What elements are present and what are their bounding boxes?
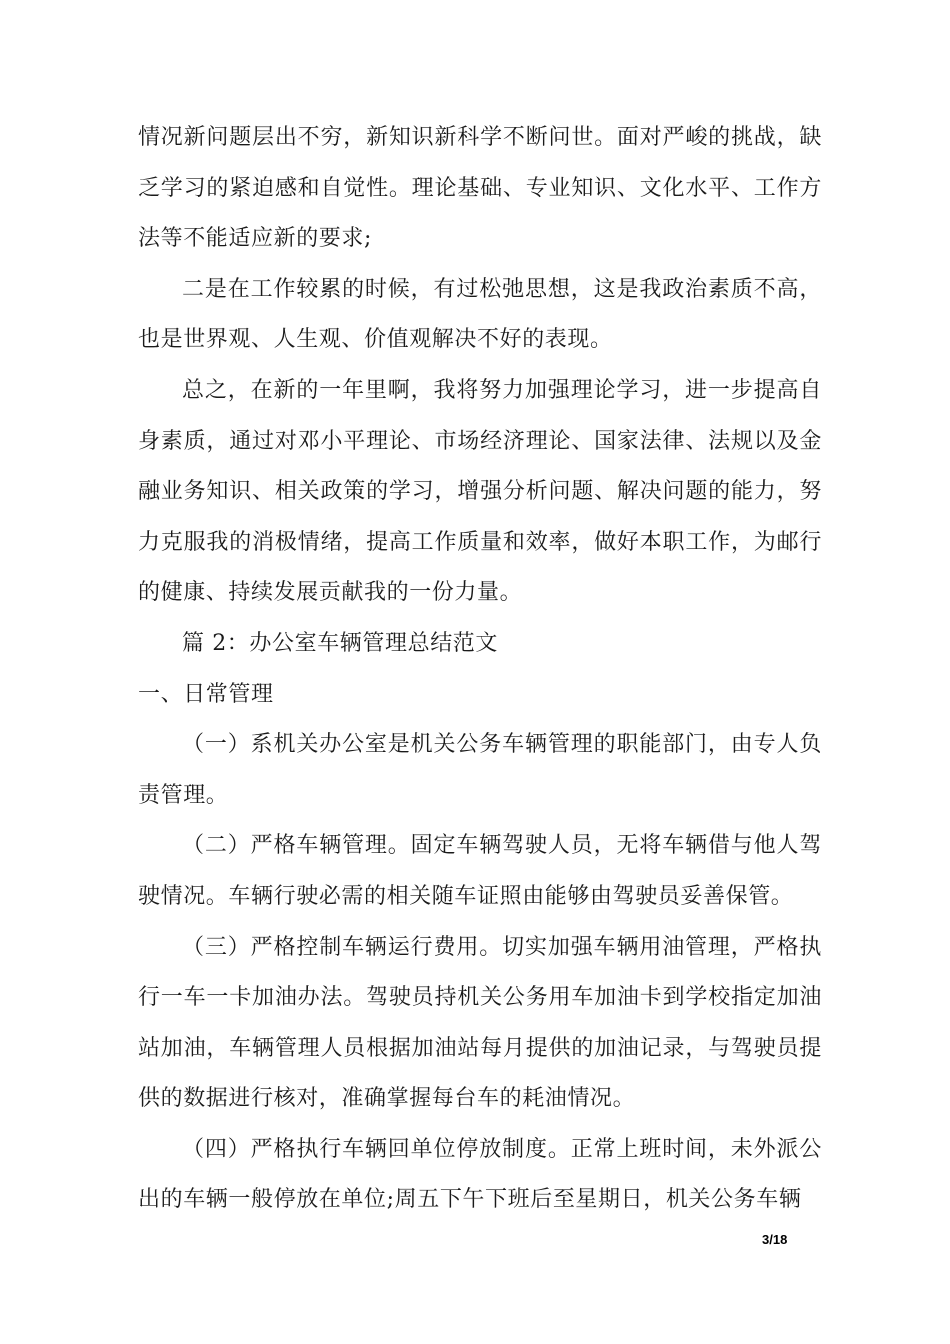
- paragraph-political-quality: 二是在工作较累的时候，有过松弛思想，这是我政治素质不高，也是世界观、人生观、价值观解决不好的表现。: [138, 276, 822, 353]
- paragraph-item-1: （一）系机关办公室是机关公务车辆管理的职能部门，由专人负责管理。: [138, 732, 822, 808]
- paragraph-item-2: （二）严格车辆管理。固定车辆驾驶人员，无将车辆借与他人驾驶情况。车辆行驶必需的相关随车证照由能够由驾驶员妥善保管。: [138, 833, 822, 909]
- paragraph-item-4: （四）严格执行车辆回单位停放制度。正常上班时间，未外派公出的车辆一般停放在单位;周五下午下班后至星期日，机关公务车辆: [138, 1136, 822, 1213]
- paragraph-item-3: （三）严格控制车辆运行费用。切实加强车辆用油管理，严格执行一车一卡加油办法。驾驶员持机关公务用车加油卡到学校指定加油站加油，车辆管理人员根据加油站每月提供的加油记录，与驾驶员提供的数据进行核对，准确掌握每台车的耗油情况。: [138, 934, 822, 1112]
- document-body: [138, 113, 822, 1226]
- paragraph-continuation: 情况新问题层出不穷，新知识新科学不断问世。面对严峻的挑战，缺乏学习的紧迫感和自觉性。理论基础、专业知识、文化水平、工作方法等不能适应新的要求;: [138, 125, 822, 252]
- section-heading-article-2: 篇 2：办公室车辆管理总结范文: [182, 630, 498, 656]
- subheading-daily-management: 一、日常管理: [138, 681, 274, 707]
- paragraph-summary: 总之，在新的一年里啊，我将努力加强理论学习，进一步提高自身素质，通过对邓小平理论、市场经济理论、国家法律、法规以及金融业务知识、相关政策的学习，增强分析问题、解决问题的能力，努力克服我的消极情绪，提高工作质量和效率，做好本职工作，为邮行的健康、持续发展贡献我的一份力量。: [138, 377, 822, 606]
- page-number: 3/18: [762, 1232, 788, 1247]
